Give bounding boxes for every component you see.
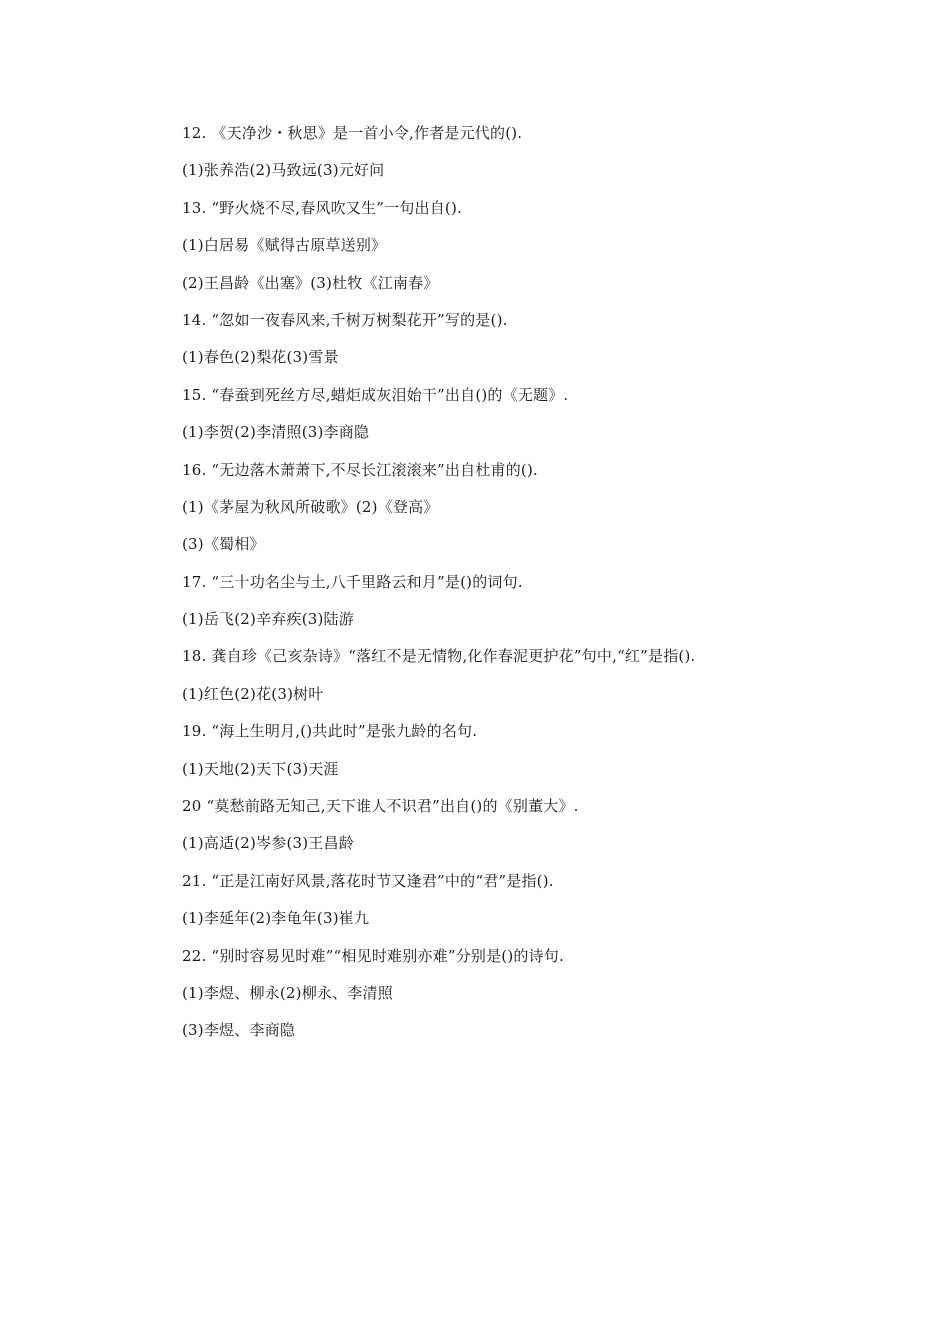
question-20-options: (1)高适(2)岑参(3)王昌龄 — [182, 834, 354, 853]
question-22-options: (1)李煜、柳永(2)柳永、李清照 — [182, 983, 393, 1002]
question-16-text: 16. “无边落木萧萧下,不尽长江滚滚来”出自杜甫的(). — [182, 460, 539, 479]
question-16-options: (1)《茅屋为秋风所破歌》(2)《登高》 — [182, 497, 439, 516]
question-16-options-continued: (3)《蜀相》 — [182, 535, 265, 554]
question-18-text: 18. 龚自珍《己亥杂诗》“落红不是无情物,化作春泥更护花”句中,“红”是指(). — [182, 647, 696, 666]
question-13-text: 13. “野火烧不尽,春风吹又生”一句出自(). — [182, 198, 463, 217]
question-19-text: 19. “海上生明月,()共此时”是张九龄的名句. — [182, 722, 478, 741]
question-12-options: (1)张养浩(2)马致远(3)元好问 — [182, 161, 385, 180]
question-20-text: 20 “莫愁前路无知己,天下谁人不识君”出自()的《别董大》. — [182, 797, 579, 816]
question-21-options: (1)李延年(2)李龟年(3)崔九 — [182, 909, 370, 928]
question-list — [182, 122, 882, 1057]
question-18-options: (1)红色(2)花(3)树叶 — [182, 684, 324, 703]
question-14-options: (1)春色(2)梨花(3)雪景 — [182, 348, 339, 367]
question-14-text: 14. “忽如一夜春风来,千树万树梨花开”写的是(). — [182, 310, 508, 329]
question-19-options: (1)天地(2)天下(3)天涯 — [182, 759, 339, 778]
question-22-text: 22. “别时容易见时难”“相见时难别亦难”分别是()的诗句. — [182, 946, 564, 965]
question-17-text: 17. “三十功名尘与土,八千里路云和月”是()的词句. — [182, 572, 523, 591]
question-15-text: 15. “春蚕到死丝方尽,蜡炬成灰泪始干”出自()的《无题》. — [182, 385, 569, 404]
question-15-options: (1)李贺(2)李清照(3)李商隐 — [182, 423, 370, 442]
question-13-options-continued: (2)王昌龄《出塞》(3)杜牧《江南春》 — [182, 273, 439, 292]
question-17-options: (1)岳飞(2)辛弃疾(3)陆游 — [182, 610, 354, 629]
question-13-options: (1)白居易《赋得古原草送别》 — [182, 236, 387, 255]
question-22-options-continued: (3)李煜、李商隐 — [182, 1021, 296, 1040]
question-21-text: 21. “正是江南好风景,落花时节又逢君”中的“君”是指(). — [182, 871, 554, 890]
question-12-text: 12. 《天净沙・秋思》是一首小令,作者是元代的(). — [182, 124, 523, 142]
